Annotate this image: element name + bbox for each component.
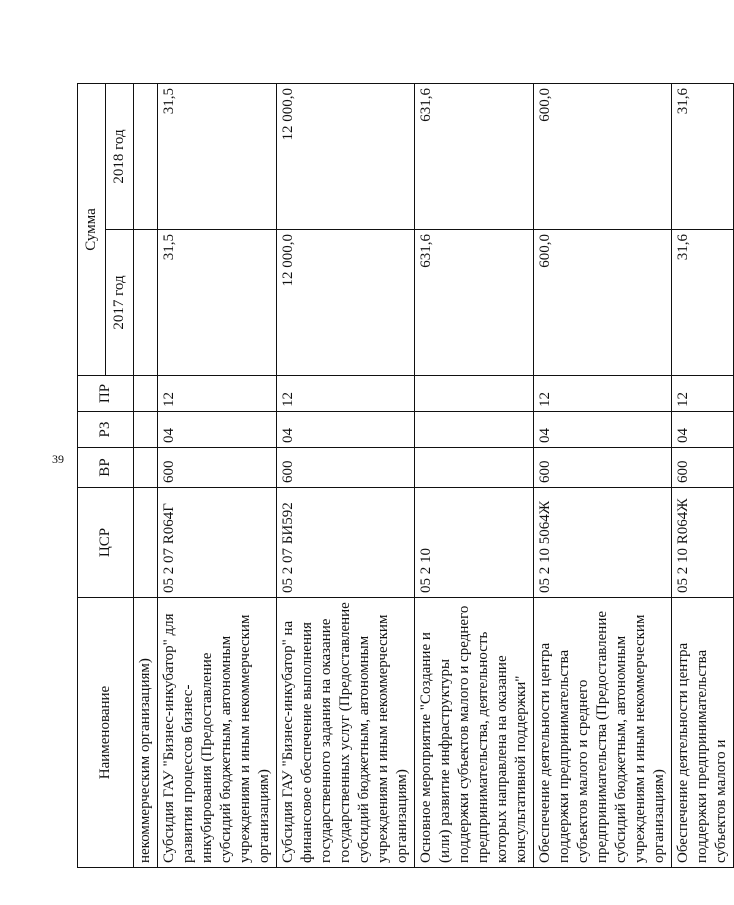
row-vr: 600 bbox=[277, 448, 415, 488]
row-vr: 600 bbox=[672, 448, 734, 488]
table-row bbox=[158, 83, 277, 867]
row-vr: 600 bbox=[534, 448, 672, 488]
table-row bbox=[134, 83, 158, 867]
row-sum-2017: 631,6 bbox=[415, 230, 534, 376]
header-sum: Сумма bbox=[78, 83, 106, 375]
row-sum-2017: 600,0 bbox=[534, 230, 672, 376]
header-pr: ПР bbox=[78, 376, 134, 412]
row-vr: 600 bbox=[158, 448, 277, 488]
header-rz: РЗ bbox=[78, 412, 134, 448]
row-name: Субсидия ГАУ "Бизнес-инкубатор" для развития процессов бизнес-инкубирования (Предоставление субсидий бюджетным, автономным учреждениям и иным некоммерческим организациям) bbox=[158, 598, 277, 868]
row-sum-2018: 31,5 bbox=[158, 83, 277, 229]
row-pr bbox=[415, 376, 534, 412]
row-name: Основное мероприятие "Создание и (или) развитие инфраструктуры поддержки субъектов малого и среднего предпринимательства, деятельность которых направлена на оказание консультативной поддержки" bbox=[415, 598, 534, 868]
row-sum-2017: 31,6 bbox=[672, 230, 734, 376]
row-csr: 05 2 10 bbox=[415, 488, 534, 598]
row-pr: 12 bbox=[158, 376, 277, 412]
page-number: 39 bbox=[52, 452, 64, 466]
header-year-2018: 2018 год bbox=[106, 83, 134, 229]
row-name: некоммерческим организациям) bbox=[134, 598, 158, 868]
row-rz: 04 bbox=[277, 412, 415, 448]
row-rz: 04 bbox=[534, 412, 672, 448]
row-csr: 05 2 07 БИ592 bbox=[277, 488, 415, 598]
table-row bbox=[672, 83, 734, 867]
row-sum-2018: 600,0 bbox=[534, 83, 672, 229]
row-pr: 12 bbox=[277, 376, 415, 412]
row-csr: 05 2 07 R064Г bbox=[158, 488, 277, 598]
header-year-2017: 2017 год bbox=[106, 230, 134, 376]
header-csr: ЦСР bbox=[78, 488, 134, 598]
table-row bbox=[277, 83, 415, 867]
row-vr bbox=[415, 448, 534, 488]
row-pr bbox=[134, 376, 158, 412]
row-sum-2018: 631,6 bbox=[415, 83, 534, 229]
row-rz: 04 bbox=[672, 412, 734, 448]
table-row bbox=[534, 83, 672, 867]
budget-table bbox=[77, 83, 734, 868]
header-name: Наименование bbox=[78, 598, 134, 868]
row-pr: 12 bbox=[672, 376, 734, 412]
row-sum-2018: 31,6 bbox=[672, 83, 734, 229]
row-csr bbox=[134, 488, 158, 598]
row-vr bbox=[134, 448, 158, 488]
rotated-budget-table bbox=[77, 84, 729, 868]
row-sum-2017: 31,5 bbox=[158, 230, 277, 376]
row-rz: 04 bbox=[158, 412, 277, 448]
row-pr: 12 bbox=[534, 376, 672, 412]
row-csr: 05 2 10 R064Ж bbox=[672, 488, 734, 598]
row-name: Обеспечение деятельности центра поддержки предпринимательства субъектов малого и bbox=[672, 598, 734, 868]
row-sum-2017: 12 000,0 bbox=[277, 230, 415, 376]
row-sum-2018 bbox=[134, 83, 158, 229]
row-csr: 05 2 10 5064Ж bbox=[534, 488, 672, 598]
header-vr: ВР bbox=[78, 448, 134, 488]
row-rz bbox=[134, 412, 158, 448]
table-row bbox=[415, 83, 534, 867]
row-sum-2018: 12 000,0 bbox=[277, 83, 415, 229]
row-sum-2017 bbox=[134, 230, 158, 376]
row-name: Обеспечение деятельности центра поддержки предпринимательства субъектов малого и среднего предпринимательства (Предоставление субсидий бюджетным, автономным учреждениям и иным некоммерческим организациям) bbox=[534, 598, 672, 868]
row-rz bbox=[415, 412, 534, 448]
row-name: Субсидия ГАУ "Бизнес-инкубатор" на финансовое обеспечение выполнения государственного задания на оказание государственных услуг (Предоставление субсидий бюджетным, автономным учреждениям и иным некоммерческим организациям) bbox=[277, 598, 415, 868]
